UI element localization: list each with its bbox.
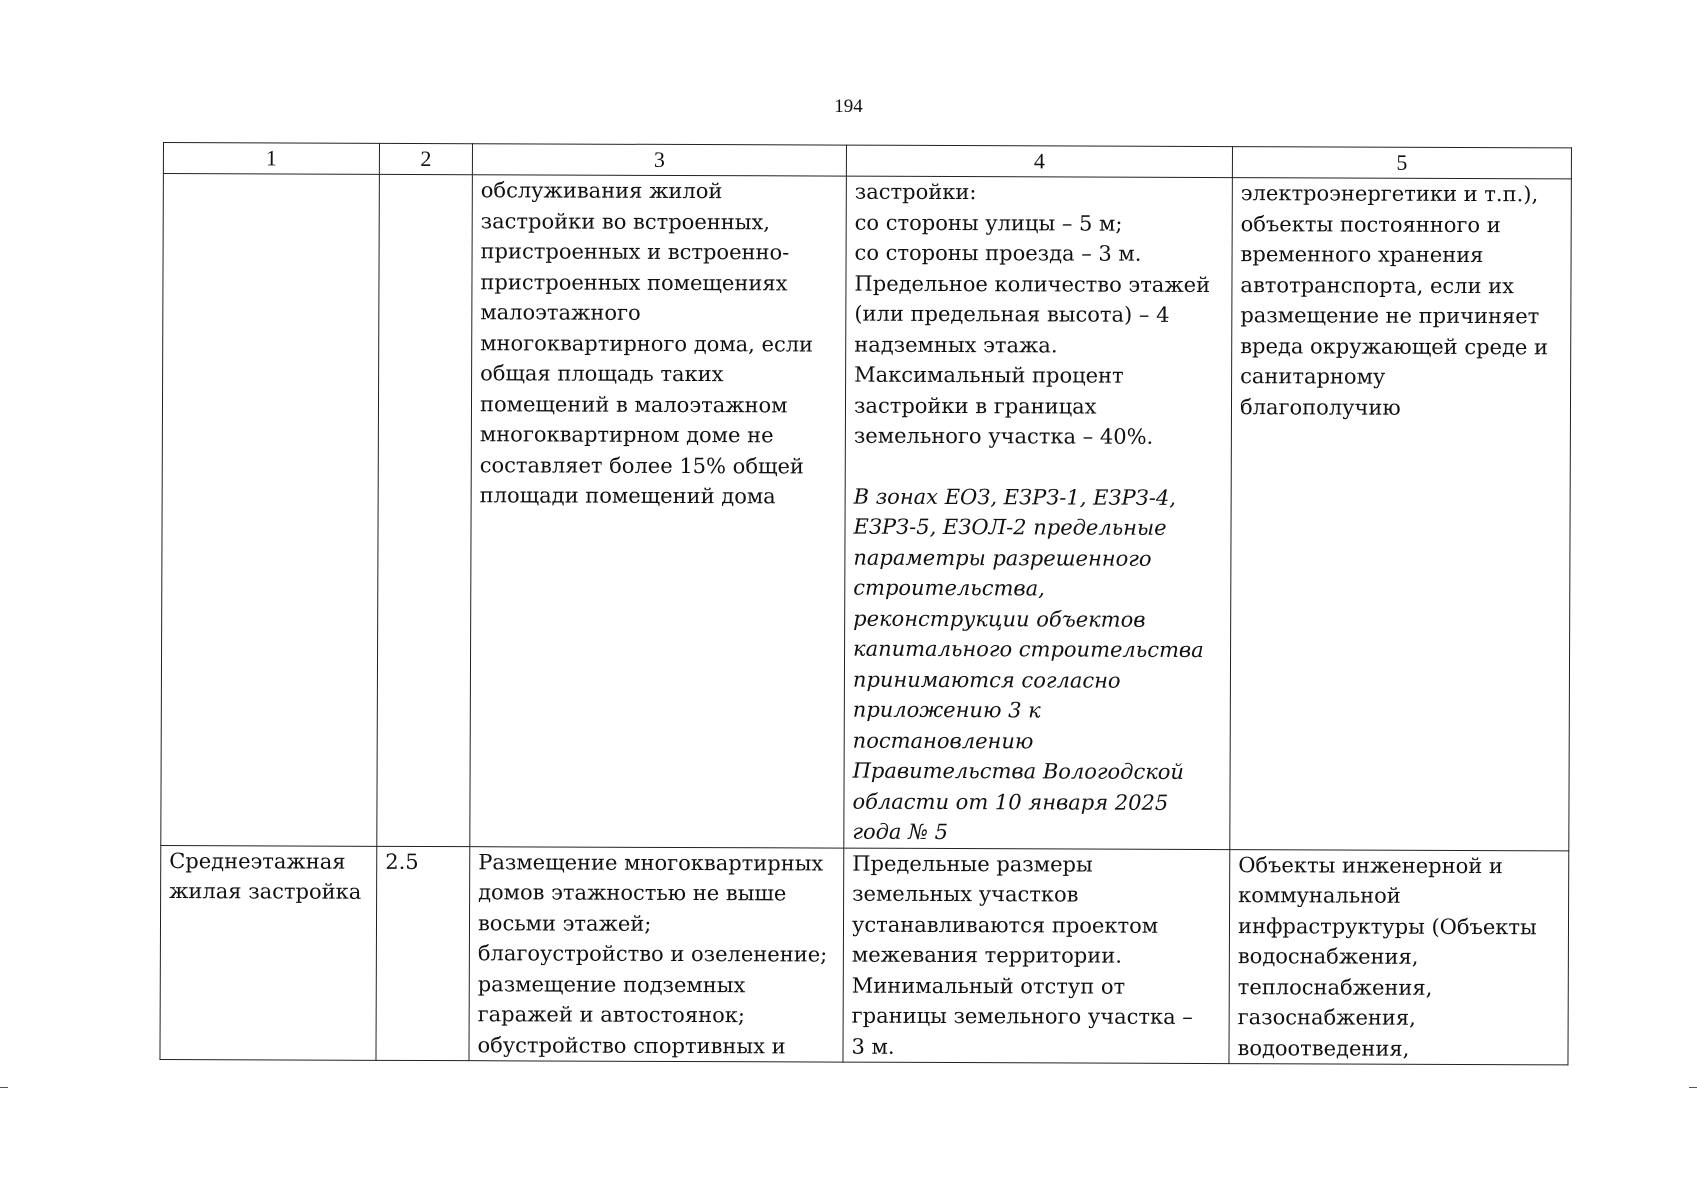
table-row <box>161 174 1572 851</box>
column-number-2: 2 <box>379 143 472 174</box>
column-number-4: 4 <box>846 145 1232 177</box>
left-edge-mark <box>0 1087 8 1088</box>
zoning-table <box>159 142 1572 1065</box>
use-description-cell: обслуживания жилой застройки во встроенных, пристроенных и встроенно- пристроенных помещениях малоэтажного многоквартирного дома, если общая площадь таких помещений в малоэтажном многоквартирном доме не составляет более 15% общей площади помещений дома <box>470 175 847 848</box>
use-description-cell: Размещение многоквартирных домов этажностью не выше восьми этажей; благоустройство и озеленение; размещение подземных гаражей и автостоянок; обустройство спортивных и <box>469 846 844 1062</box>
table-row <box>160 845 1569 1065</box>
parameters-text: застройки: со стороны улицы – 5 м; со стороны проезда – 3 м. Предельное количество этажей (или предельная высота) – 4 надземных этажа. Максимальный процент застройки в границах земельного участка – 40%. <box>853 179 1211 449</box>
right-edge-mark <box>1689 1087 1697 1088</box>
zone-note-text: В зонах ЕОЗ, ЕЗРЗ-1, ЕЗРЗ-4, ЕЗРЗ-5, ЕЗОЛ-2 предельные параметры разрешенного строительства, реконструкции объектов капитального строительства принимаются согласно приложению 3 к постановлению Правительства Вологодской области от 10 января 2025 года № 5 <box>852 484 1204 845</box>
use-type-cell <box>161 174 380 846</box>
page-number: 194 <box>834 96 863 117</box>
use-code-cell: 2.5 <box>376 846 470 1061</box>
use-code-cell <box>377 174 473 846</box>
column-number-1: 1 <box>163 143 379 175</box>
auxiliary-uses-cell: Объекты инженерной и коммунальной инфраструктуры (Объекты водоснабжения, теплоснабжения, газоснабжения, водоотведения, <box>1229 849 1569 1065</box>
use-type-cell: Среднеэтажная жилая застройка <box>160 845 377 1060</box>
column-number-3: 3 <box>472 144 846 176</box>
auxiliary-uses-cell: электроэнергетики и т.п.), объекты постоянного и временного хранения автотранспорта, если их размещение не причиняет вреда окружающей среде и санитарному благополучию <box>1230 178 1572 851</box>
parameters-cell: Предельные размеры земельных участков устанавливаются проектом межевания территории. Минимальный отступ от границы земельного участка – 3 м. <box>843 848 1230 1064</box>
column-number-5: 5 <box>1232 147 1571 179</box>
paragraph-gap <box>854 451 1225 482</box>
parameters-cell <box>844 176 1233 849</box>
